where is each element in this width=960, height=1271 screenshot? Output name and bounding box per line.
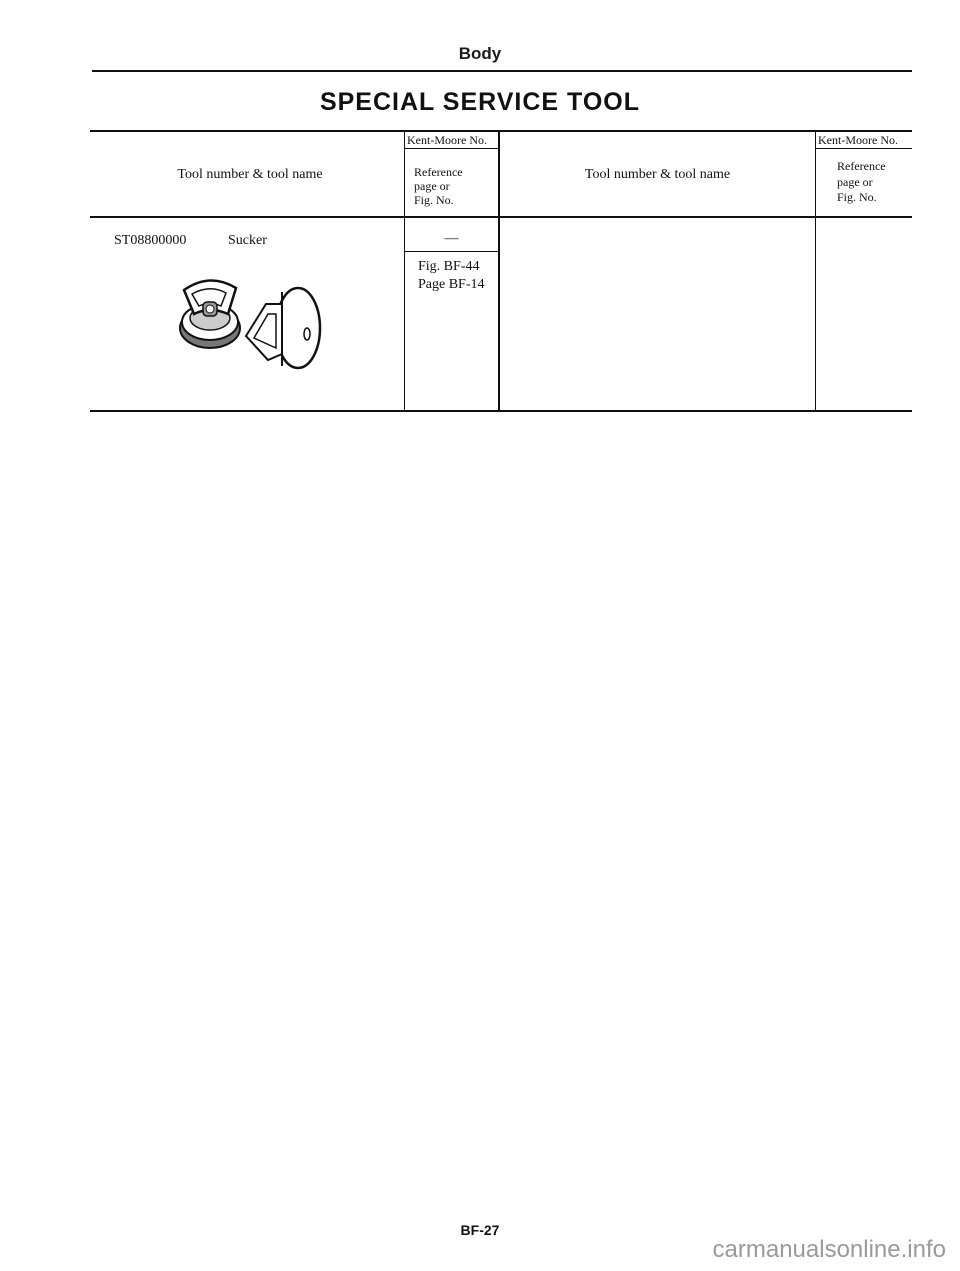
watermark: carmanualsonline.info	[712, 1236, 946, 1263]
section-title: SPECIAL SERVICE TOOL	[319, 88, 641, 116]
col-header-tool-name: Tool number & tool name	[177, 167, 323, 182]
page-header: Body	[458, 44, 502, 63]
reference-fig: Fig. BF-44	[418, 259, 480, 274]
col-divider-1	[404, 130, 405, 412]
col-header-reference-2: page or	[414, 179, 450, 193]
col-header-kent-moore: Kent-Moore No.	[407, 133, 487, 147]
page-number: BF-27	[460, 1222, 500, 1238]
col-divider-2	[498, 130, 500, 412]
table-bottom-rule	[90, 410, 912, 412]
tool-number: ST08800000	[114, 233, 187, 248]
header-rule	[92, 70, 912, 72]
col-header-reference-3: Fig. No.	[414, 193, 454, 207]
col-header-tool-name-right: Tool number & tool name	[584, 167, 731, 182]
col-header-kent-moore-right: Kent-Moore No.	[818, 133, 898, 147]
table-header-rule	[90, 216, 912, 218]
col-divider-3	[815, 130, 816, 412]
col-header-reference-right-1: Reference	[837, 159, 886, 173]
tool-name: Sucker	[228, 233, 267, 248]
kent-moore-rule-right	[815, 148, 912, 149]
kent-moore-row-rule	[404, 251, 499, 252]
col-header-reference-right-2: page or	[837, 175, 873, 189]
kent-moore-number: —	[444, 231, 459, 246]
col-header-reference-1: Reference	[414, 165, 463, 179]
suction-cup-icon	[170, 262, 330, 382]
table-top-rule	[90, 130, 912, 132]
reference-page: Page BF-14	[418, 277, 485, 292]
kent-moore-rule-left	[404, 148, 499, 149]
col-header-reference-right-3: Fig. No.	[837, 190, 877, 204]
